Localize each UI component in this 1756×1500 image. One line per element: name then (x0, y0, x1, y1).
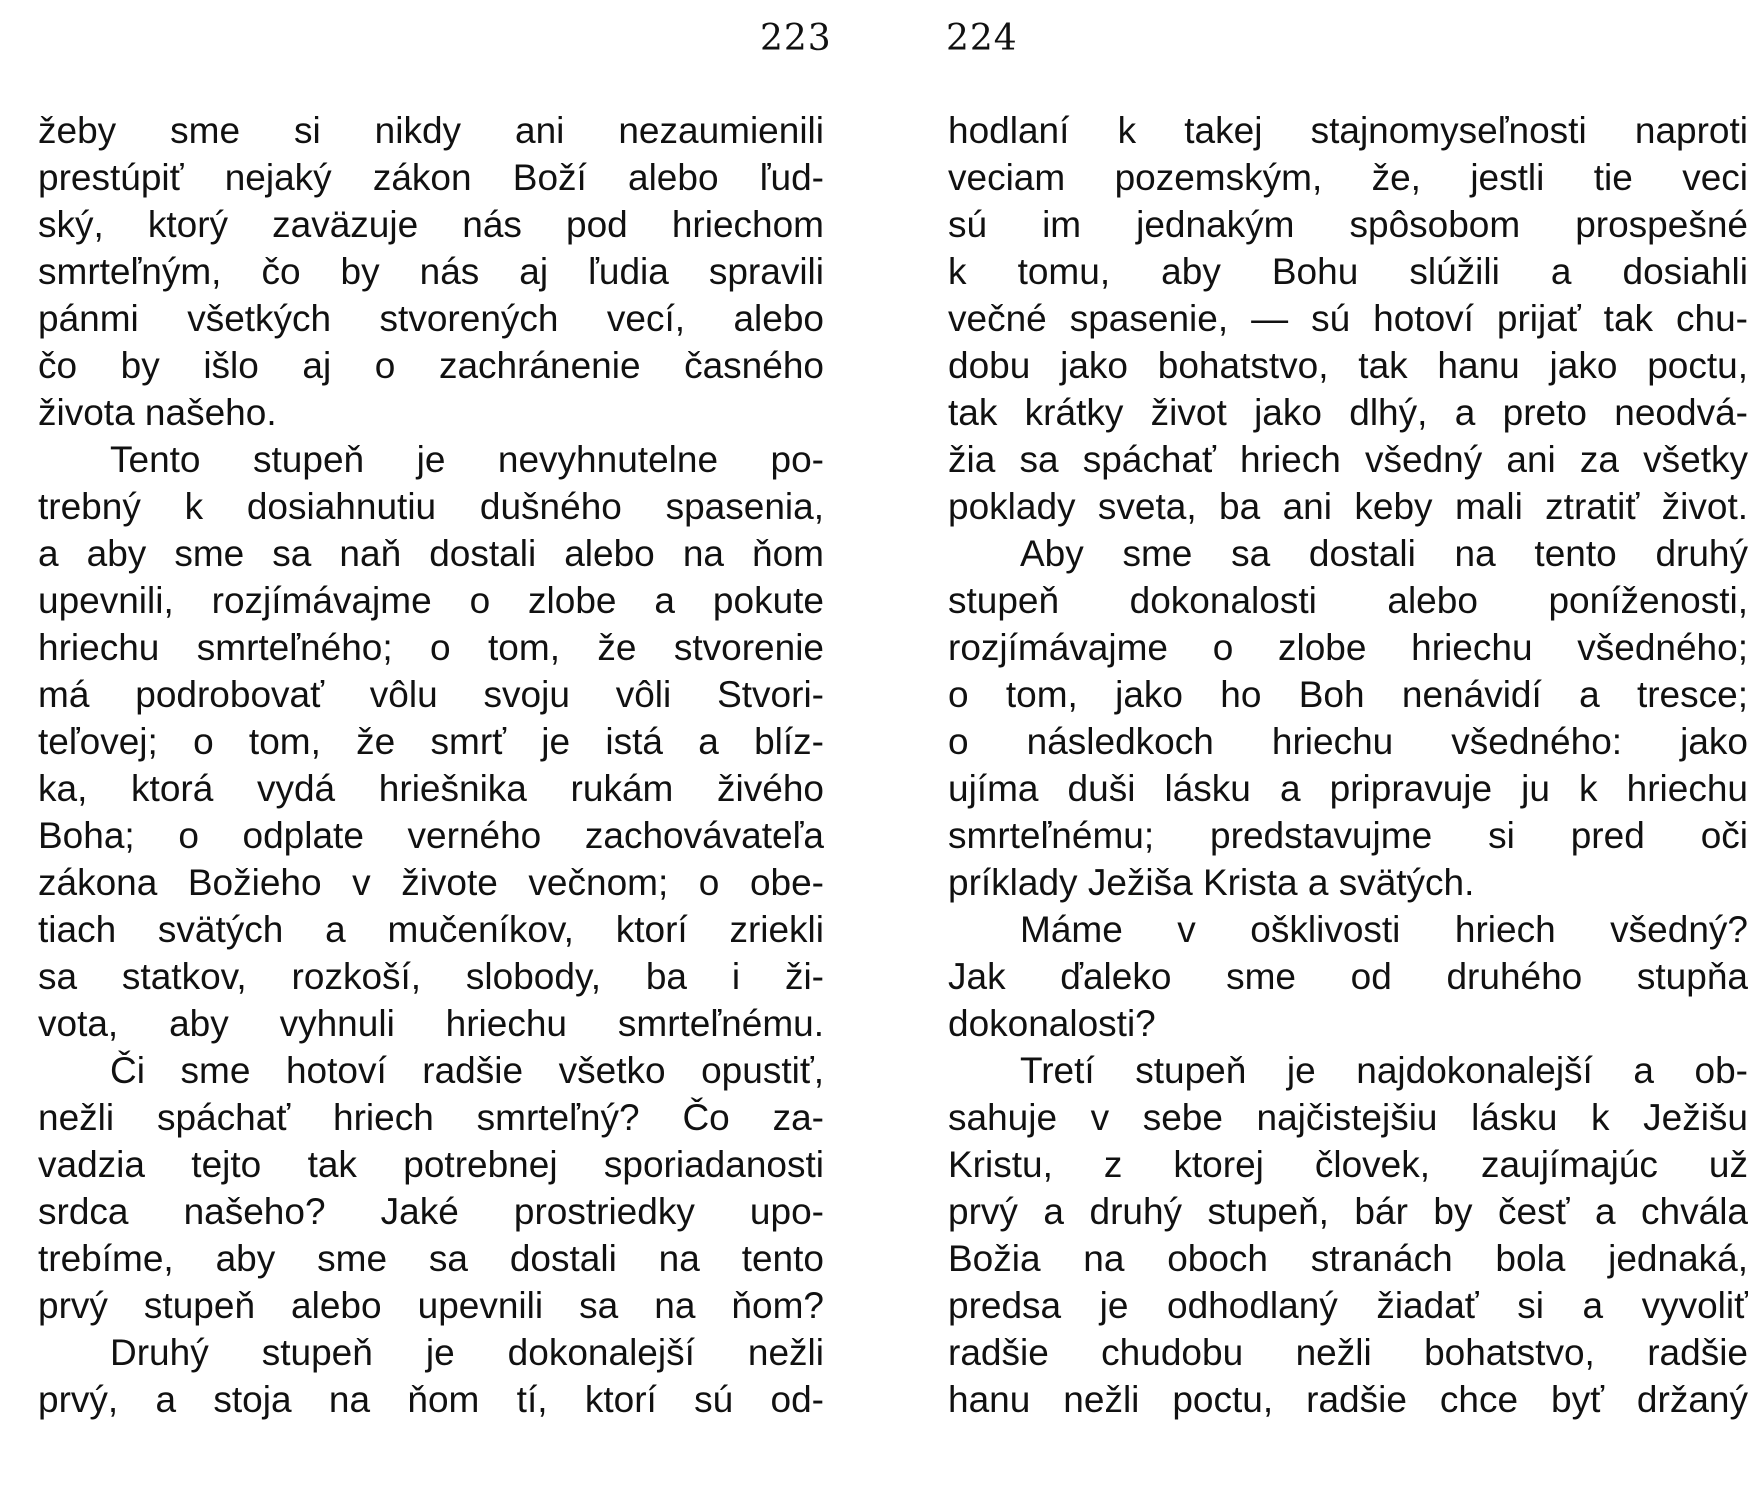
text-line: poklady sveta, ba ani keby mali ztratiť život. (948, 486, 1748, 527)
text-line: života našeho. (38, 392, 277, 433)
text-line: príklady Ježiša Krista a svätých. (948, 862, 1475, 903)
text-line: stupeň dokonalosti alebo poníženosti, (948, 580, 1748, 621)
text-line: prvý, a stoja na ňom tí, ktorí sú od- (38, 1379, 824, 1420)
text-line: ka, ktorá vydá hriešnika rukám živého (38, 768, 824, 809)
text-line: srdca našeho? Jaké prostriedky upo- (38, 1191, 824, 1232)
text-line: prvý a druhý stupeň, bár by česť a chvála (948, 1191, 1748, 1232)
page-number: 223 (760, 18, 832, 59)
text-line: upevnili, rozjímávajme o zlobe a pokute (38, 580, 824, 621)
text-line: vadzia tejto tak potrebnej sporiadanosti (38, 1144, 824, 1185)
page-right (946, 0, 1748, 1500)
text-line: Tretí stupeň je najdokonalejší a ob- (1020, 1050, 1748, 1091)
text-line: ujíma duši lásku a pripravuje ju k hriechu (948, 768, 1748, 809)
text-line: má podrobovať vôlu svoju vôli Stvori- (38, 674, 824, 715)
page-text (948, 107, 1748, 1423)
text-line: čo by išlo aj o zachránenie časného (38, 345, 824, 386)
text-line: vota, aby vyhnuli hriechu smrteľnému. (38, 1003, 824, 1044)
text-line: Aby sme sa dostali na tento druhý (1020, 533, 1748, 574)
text-line: tak krátky život jako dlhý, a preto neodvá- (948, 392, 1748, 433)
text-line: tiach svätých a mučeníkov, ktorí zriekli (38, 909, 824, 950)
text-line: ský, ktorý zaväzuje nás pod hriechom (38, 204, 824, 245)
page-number: 224 (946, 18, 1018, 59)
page-left (20, 0, 832, 1500)
text-line: trebný k dosiahnutiu dušného spasenia, (38, 486, 824, 527)
text-line: rozjímávajme o zlobe hriechu všedného; (948, 627, 1748, 668)
text-line: prvý stupeň alebo upevnili sa na ňom? (38, 1285, 824, 1326)
page-text (38, 107, 824, 1423)
text-line: dobu jako bohatstvo, tak hanu jako poctu, (948, 345, 1748, 386)
text-line: smrteľným, čo by nás aj ľudia spravili (38, 251, 824, 292)
text-line: žeby sme si nikdy ani nezaumienili (38, 110, 824, 151)
text-line: hodlaní k takej stajnomyseľnosti naproti (948, 110, 1748, 151)
text-line: Božia na oboch stranách bola jednaká, (948, 1238, 1748, 1279)
text-line: pánmi všetkých stvorených vecí, alebo (38, 298, 824, 339)
text-line: nežli spáchať hriech smrteľný? Čo za- (38, 1097, 824, 1138)
text-line: veciam pozemským, že, jestli tie veci (948, 157, 1748, 198)
text-line: a aby sme sa naň dostali alebo na ňom (38, 533, 824, 574)
text-line: sú im jednakým spôsobom prospešné (948, 204, 1748, 245)
text-line: žia sa spáchať hriech všedný ani za všetky (948, 439, 1748, 480)
text-line: zákona Božieho v živote večnom; o obe- (38, 862, 824, 903)
text-line: o následkoch hriechu všedného: jako (948, 721, 1748, 762)
text-line: o tom, jako ho Boh nenávidí a tresce; (948, 674, 1748, 715)
text-line: Druhý stupeň je dokonalejší nežli (110, 1332, 824, 1373)
text-line: hanu nežli poctu, radšie chce byť držaný (948, 1379, 1748, 1420)
text-line: Či sme hotoví radšie všetko opustiť, (110, 1050, 824, 1091)
text-line: prestúpiť nejaký zákon Boží alebo ľud- (38, 157, 824, 198)
text-line: teľovej; o tom, že smrť je istá a blíz- (38, 721, 824, 762)
text-line: večné spasenie, — sú hotoví prijať tak chu- (948, 298, 1748, 339)
text-line: dokonalosti? (948, 1003, 1156, 1044)
text-line: sahuje v sebe najčistejšiu lásku k Ježišu (948, 1097, 1748, 1138)
text-line: trebíme, aby sme sa dostali na tento (38, 1238, 824, 1279)
text-line: predsa je odhodlaný žiadať si a vyvoliť (948, 1285, 1748, 1326)
text-line: radšie chudobu nežli bohatstvo, radšie (948, 1332, 1748, 1373)
text-line: Jak ďaleko sme od druhého stupňa (948, 956, 1748, 997)
text-line: Máme v ošklivosti hriech všedný? (1020, 909, 1748, 950)
text-line: k tomu, aby Bohu slúžili a dosiahli (948, 251, 1748, 292)
text-line: Kristu, z ktorej človek, zaujímajúc už (948, 1144, 1748, 1185)
text-line: Tento stupeň je nevyhnutelne po- (110, 439, 824, 480)
text-line: Boha; o odplate verného zachovávateľa (38, 815, 824, 856)
text-line: smrteľnému; predstavujme si pred oči (948, 815, 1748, 856)
text-line: hriechu smrteľného; o tom, že stvorenie (38, 627, 824, 668)
text-line: sa statkov, rozkoší, slobody, ba i ži- (38, 956, 824, 997)
